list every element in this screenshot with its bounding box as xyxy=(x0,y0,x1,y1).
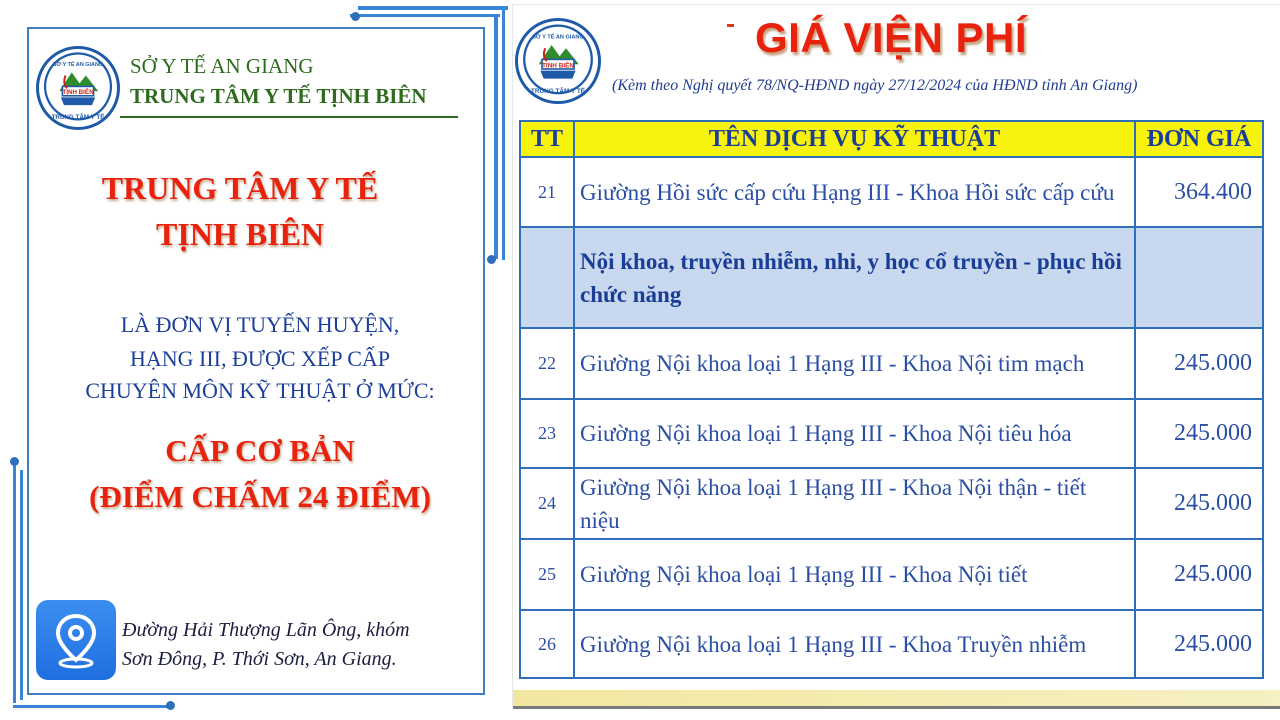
hospital-title-line1: TRUNG TÂM Y TẾ xyxy=(101,170,379,206)
table-row xyxy=(520,539,1263,610)
row-price: 245.000 xyxy=(1135,399,1263,468)
row-service-name: Giường Hồi sức cấp cứu Hạng III - Khoa Hồi sức cấp cứu xyxy=(574,157,1135,227)
header-tt: TT xyxy=(520,121,574,157)
row-number: 25 xyxy=(520,539,574,610)
row-number: 24 xyxy=(520,468,574,539)
price-subtitle: (Kèm theo Nghị quyết 78/NQ-HĐND ngày 27/12/2024 của HĐND tỉnh An Giang) xyxy=(612,77,1138,94)
deco-dot-bottom xyxy=(166,701,175,710)
price-logo xyxy=(515,18,601,104)
svg-text:SỞ Y TẾ AN GIANG: SỞ Y TẾ AN GIANG xyxy=(52,62,104,69)
deco-top-line-2 xyxy=(350,14,500,17)
table-row xyxy=(520,328,1263,399)
row-price: 364.400 xyxy=(1135,157,1263,227)
price-table xyxy=(519,120,1264,679)
deco-left-line-1 xyxy=(13,463,16,703)
price-title: GIÁ VIỆN PHÍ xyxy=(755,14,1028,61)
row-service-name: Giường Nội khoa loại 1 Hạng III - Khoa Nội tiết xyxy=(574,539,1135,610)
row-number: 22 xyxy=(520,328,574,399)
deco-dot-top xyxy=(351,12,360,21)
hospital-title-line2: TỊNH BIÊN xyxy=(155,216,325,252)
header-price: ĐƠN GIÁ xyxy=(1135,121,1263,157)
deco-top-line-1 xyxy=(358,6,508,10)
row-service-name: Giường Nội khoa loại 1 Hạng III - Khoa Nội thận - tiết niệu xyxy=(574,468,1135,539)
row-price: 245.000 xyxy=(1135,539,1263,610)
map-pin-icon xyxy=(36,600,116,680)
level-line2: (ĐIỂM CHẤM 24 ĐIỂM) xyxy=(89,479,431,514)
row-number xyxy=(520,227,574,328)
description-line3: CHUYÊN MÔN KỸ THUẬT Ở MỨC: xyxy=(85,378,435,403)
deco-right-line-1 xyxy=(494,17,498,259)
level-line1: CẤP CƠ BẢN xyxy=(165,433,355,468)
table-group-row xyxy=(520,227,1263,328)
org-parent-name: SỞ Y TẾ AN GIANG xyxy=(130,54,314,78)
price-panel-footer-line xyxy=(513,706,1280,709)
address-line2: Sơn Đông, P. Thới Sơn, An Giang. xyxy=(122,648,397,670)
row-price xyxy=(1135,227,1263,328)
price-panel-footer-bar xyxy=(513,690,1280,706)
row-number: 21 xyxy=(520,157,574,227)
org-divider xyxy=(120,116,458,118)
row-price: 245.000 xyxy=(1135,610,1263,678)
table-row xyxy=(520,610,1263,678)
group-heading: Nội khoa, truyền nhiễm, nhi, y học cổ truyền - phục hồi chức năng xyxy=(574,227,1135,328)
table-row xyxy=(520,157,1263,227)
description-line1: LÀ ĐƠN VỊ TUYẾN HUYỆN, xyxy=(120,312,400,337)
address-line1: Đường Hải Thượng Lãn Ông, khóm xyxy=(122,619,410,641)
title-accent-mark xyxy=(727,24,734,27)
address-text xyxy=(122,616,410,674)
deco-dot-right xyxy=(487,255,496,264)
deco-bottom-line xyxy=(13,705,173,708)
deco-left-line-2 xyxy=(20,470,23,700)
hospital-logo xyxy=(36,46,120,130)
table-header-row xyxy=(520,121,1263,157)
table-row xyxy=(520,468,1263,539)
org-name: TRUNG TÂM Y TẾ TỊNH BIÊN xyxy=(130,84,427,108)
row-number: 26 xyxy=(520,610,574,678)
svg-text:TỊNH BIÊN: TỊNH BIÊN xyxy=(542,62,574,70)
row-service-name: Giường Nội khoa loại 1 Hạng III - Khoa Nội tiêu hóa xyxy=(574,399,1135,468)
table-row xyxy=(520,399,1263,468)
deco-dot-left xyxy=(10,457,19,466)
header-service-name: TÊN DỊCH VỤ KỸ THUẬT xyxy=(574,121,1135,157)
row-price: 245.000 xyxy=(1135,468,1263,539)
row-service-name: Giường Nội khoa loại 1 Hạng III - Khoa Truyền nhiễm xyxy=(574,610,1135,678)
deco-right-line-2 xyxy=(502,10,505,260)
svg-text:SỞ Y TẾ AN GIANG: SỞ Y TẾ AN GIANG xyxy=(532,34,584,41)
svg-text:TRUNG TÂM Y TẾ: TRUNG TÂM Y TẾ xyxy=(530,88,586,95)
row-number: 23 xyxy=(520,399,574,468)
svg-text:TRUNG TÂM Y TẾ: TRUNG TÂM Y TẾ xyxy=(51,114,105,122)
row-service-name: Giường Nội khoa loại 1 Hạng III - Khoa Nội tim mạch xyxy=(574,328,1135,399)
row-price: 245.000 xyxy=(1135,328,1263,399)
svg-text:TỊNH BIÊN: TỊNH BIÊN xyxy=(62,89,94,97)
description-line2: HẠNG III, ĐƯỢC XẾP CẤP xyxy=(129,346,391,371)
